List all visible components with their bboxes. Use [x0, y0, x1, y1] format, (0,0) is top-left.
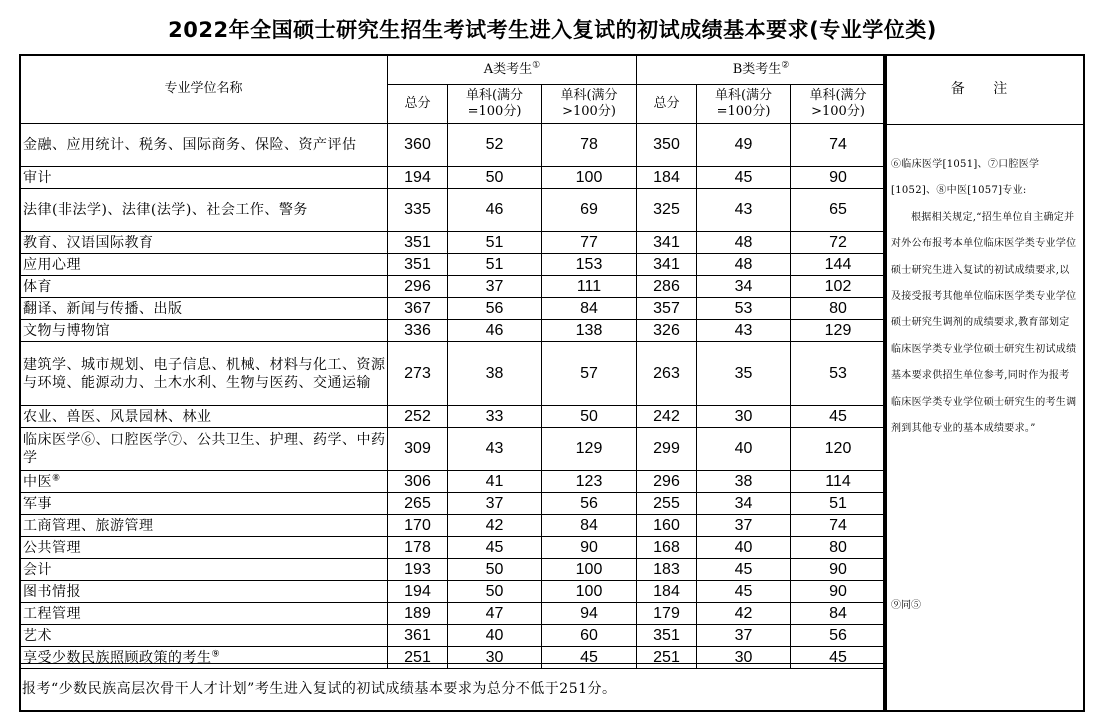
score-cell-a: 69 — [542, 189, 637, 232]
score-cell-b: 90 — [791, 167, 886, 189]
score-cell-b: 326 — [637, 320, 697, 342]
score-cell-b: 74 — [791, 124, 886, 167]
major-name-cell: 艺术 — [20, 625, 388, 647]
score-cell-a: 251 — [388, 647, 448, 669]
major-name-cell: 建筑学、城市规划、电子信息、机械、材料与化工、资源与环境、能源动力、土木水利、生物与医药、交通运输 — [20, 342, 388, 406]
major-name-cell: 教育、汉语国际教育 — [20, 232, 388, 254]
remarks-text — [891, 152, 1079, 442]
major-name-cell: 农业、兽医、风景园林、林业 — [20, 406, 388, 428]
header-a-single-100: 单科(满分 =100分) — [448, 85, 542, 124]
score-cell-b: 45 — [791, 647, 886, 669]
score-cell-a: 153 — [542, 254, 637, 276]
score-cell-b: 34 — [697, 493, 791, 515]
score-cell-a: 178 — [388, 537, 448, 559]
major-name-cell: 文物与博物馆 — [20, 320, 388, 342]
score-cell-a: 50 — [448, 167, 542, 189]
score-cell-b: 56 — [791, 625, 886, 647]
score-cell-b: 30 — [697, 406, 791, 428]
score-cell-a: 252 — [388, 406, 448, 428]
score-cell-b: 325 — [637, 189, 697, 232]
remarks-header: 备 注 — [887, 56, 1083, 125]
score-cell-a: 41 — [448, 471, 542, 493]
score-cell-a: 45 — [448, 537, 542, 559]
score-cell-a: 37 — [448, 276, 542, 298]
score-cell-b: 37 — [697, 625, 791, 647]
header-group-a: A类考生① — [388, 55, 637, 85]
major-name-cell: 临床医学⑥、口腔医学⑦、公共卫生、护理、药学、中药学 — [20, 428, 388, 471]
score-cell-b: 45 — [697, 559, 791, 581]
header-group-b: B类考生② — [637, 55, 886, 85]
header-b-single-100: 单科(满分 =100分) — [697, 85, 791, 124]
score-cell-a: 100 — [542, 581, 637, 603]
score-cell-a: 40 — [448, 625, 542, 647]
score-cell-b: 242 — [637, 406, 697, 428]
score-cell-b: 183 — [637, 559, 697, 581]
remarks-note: ⑨同⑤ — [891, 600, 921, 611]
score-cell-b: 144 — [791, 254, 886, 276]
score-cell-b: 49 — [697, 124, 791, 167]
score-cell-a: 50 — [448, 581, 542, 603]
major-name-cell: 中医⑧ — [20, 471, 388, 493]
major-name-cell: 工程管理 — [20, 603, 388, 625]
score-cell-b: 296 — [637, 471, 697, 493]
score-cell-b: 65 — [791, 189, 886, 232]
score-cell-a: 57 — [542, 342, 637, 406]
score-cell-b: 45 — [697, 581, 791, 603]
header-b-single-gt100: 单科(满分 >100分) — [791, 85, 886, 124]
score-cell-a: 170 — [388, 515, 448, 537]
score-cell-b: 120 — [791, 428, 886, 471]
score-cell-a: 194 — [388, 167, 448, 189]
header-b-total: 总分 — [637, 85, 697, 124]
major-name-cell: 军事 — [20, 493, 388, 515]
score-cell-b: 286 — [637, 276, 697, 298]
score-cell-b: 80 — [791, 298, 886, 320]
score-cell-a: 335 — [388, 189, 448, 232]
score-cell-b: 251 — [637, 647, 697, 669]
score-cell-a: 273 — [388, 342, 448, 406]
table-frame — [19, 54, 885, 712]
score-cell-a: 77 — [542, 232, 637, 254]
score-cell-b: 84 — [791, 603, 886, 625]
score-cell-b: 351 — [637, 625, 697, 647]
score-cell-a: 336 — [388, 320, 448, 342]
score-cell-b: 48 — [697, 232, 791, 254]
score-cell-a: 138 — [542, 320, 637, 342]
score-cell-b: 168 — [637, 537, 697, 559]
score-cell-a: 129 — [542, 428, 637, 471]
score-cell-a: 46 — [448, 320, 542, 342]
score-cell-a: 100 — [542, 167, 637, 189]
score-cell-b: 34 — [697, 276, 791, 298]
header-a-total: 总分 — [388, 85, 448, 124]
score-cell-a: 30 — [448, 647, 542, 669]
score-cell-a: 52 — [448, 124, 542, 167]
score-cell-b: 48 — [697, 254, 791, 276]
score-cell-a: 45 — [542, 647, 637, 669]
score-cell-b: 160 — [637, 515, 697, 537]
remarks-column — [885, 54, 1085, 712]
header-major-name: 专业学位名称 — [20, 55, 388, 124]
score-cell-b: 53 — [791, 342, 886, 406]
score-cell-a: 100 — [542, 559, 637, 581]
score-cell-b: 263 — [637, 342, 697, 406]
major-name-cell: 法律(非法学)、法律(法学)、社会工作、警务 — [20, 189, 388, 232]
score-cell-b: 38 — [697, 471, 791, 493]
score-cell-b: 179 — [637, 603, 697, 625]
score-cell-a: 296 — [388, 276, 448, 298]
score-cell-a: 193 — [388, 559, 448, 581]
major-name-cell: 审计 — [20, 167, 388, 189]
major-name-cell: 金融、应用统计、税务、国际商务、保险、资产评估 — [20, 124, 388, 167]
score-cell-a: 33 — [448, 406, 542, 428]
score-cell-a: 361 — [388, 625, 448, 647]
score-cell-a: 43 — [448, 428, 542, 471]
score-cell-b: 357 — [637, 298, 697, 320]
score-cell-a: 37 — [448, 493, 542, 515]
score-cell-a: 189 — [388, 603, 448, 625]
score-cell-a: 360 — [388, 124, 448, 167]
score-cell-b: 45 — [697, 167, 791, 189]
score-cell-a: 94 — [542, 603, 637, 625]
score-cell-a: 50 — [542, 406, 637, 428]
page-title: 2022年全国硕士研究生招生考试考生进入复试的初试成绩基本要求(专业学位类) — [168, 18, 937, 42]
score-cell-a: 38 — [448, 342, 542, 406]
score-cell-a: 306 — [388, 471, 448, 493]
score-cell-b: 42 — [697, 603, 791, 625]
score-cell-a: 84 — [542, 515, 637, 537]
score-cell-a: 265 — [388, 493, 448, 515]
score-cell-b: 129 — [791, 320, 886, 342]
score-cell-a: 50 — [448, 559, 542, 581]
major-name-cell: 享受少数民族照顾政策的考生⑨ — [20, 647, 388, 669]
score-cell-a: 351 — [388, 254, 448, 276]
score-cell-b: 184 — [637, 581, 697, 603]
score-cell-b: 37 — [697, 515, 791, 537]
header-a-single-gt100: 单科(满分 >100分) — [542, 85, 637, 124]
major-name-cell: 图书情报 — [20, 581, 388, 603]
score-cell-a: 90 — [542, 537, 637, 559]
major-name-cell: 体育 — [20, 276, 388, 298]
score-cell-b: 53 — [697, 298, 791, 320]
score-cell-b: 90 — [791, 559, 886, 581]
score-cell-a: 123 — [542, 471, 637, 493]
score-cell-a: 351 — [388, 232, 448, 254]
score-cell-b: 184 — [637, 167, 697, 189]
major-name-cell: 公共管理 — [20, 537, 388, 559]
major-name-cell: 应用心理 — [20, 254, 388, 276]
score-cell-a: 111 — [542, 276, 637, 298]
major-name-cell: 翻译、新闻与传播、出版 — [20, 298, 388, 320]
score-cell-a: 56 — [448, 298, 542, 320]
score-cell-b: 341 — [637, 254, 697, 276]
score-cell-b: 30 — [697, 647, 791, 669]
score-cell-b: 102 — [791, 276, 886, 298]
score-cell-a: 47 — [448, 603, 542, 625]
score-cell-b: 341 — [637, 232, 697, 254]
score-cell-b: 40 — [697, 428, 791, 471]
score-cell-b: 80 — [791, 537, 886, 559]
score-cell-a: 51 — [448, 232, 542, 254]
remarks-paragraph: ⑥临床医学[1051]、⑦口腔医学[1052]、⑧中医[1057]专业: — [891, 159, 1040, 197]
score-cell-a: 194 — [388, 581, 448, 603]
score-cell-a: 46 — [448, 189, 542, 232]
score-cell-a: 56 — [542, 493, 637, 515]
score-cell-b: 114 — [791, 471, 886, 493]
score-cell-a: 78 — [542, 124, 637, 167]
score-cell-a: 51 — [448, 254, 542, 276]
score-cell-b: 299 — [637, 428, 697, 471]
score-cell-b: 51 — [791, 493, 886, 515]
score-cell-b: 72 — [791, 232, 886, 254]
remarks-paragraph: 根据相关规定,“招生单位自主确定并对外公布报考本单位临床医学类专业学位硕士研究生进入复试的初试成绩要求,以及接受报考其他单位临床医学类专业学位硕士研究生调剂的成绩要求,教育部划定临床医学类专业学位硕士研究生初试成绩基本要求供招生单位参考,同时作为报考临床医学类专业学位硕士研究生的考生调剂到其他专业的基本成绩要求。” — [891, 211, 1077, 435]
score-cell-b: 45 — [791, 406, 886, 428]
score-cell-b: 40 — [697, 537, 791, 559]
score-cell-b: 43 — [697, 189, 791, 232]
score-cell-b: 90 — [791, 581, 886, 603]
score-cell-b: 255 — [637, 493, 697, 515]
score-cell-a: 367 — [388, 298, 448, 320]
score-cell-b: 43 — [697, 320, 791, 342]
score-cell-b: 350 — [637, 124, 697, 167]
score-cell-b: 35 — [697, 342, 791, 406]
score-cell-a: 84 — [542, 298, 637, 320]
score-cell-a: 42 — [448, 515, 542, 537]
score-cell-a: 60 — [542, 625, 637, 647]
major-name-cell: 会计 — [20, 559, 388, 581]
score-cell-a: 309 — [388, 428, 448, 471]
major-name-cell: 工商管理、旅游管理 — [20, 515, 388, 537]
footer-note: 报考“少数民族高层次骨干人才计划”考生进入复试的初试成绩基本要求为总分不低于251分。 — [19, 663, 885, 712]
score-cell-b: 74 — [791, 515, 886, 537]
